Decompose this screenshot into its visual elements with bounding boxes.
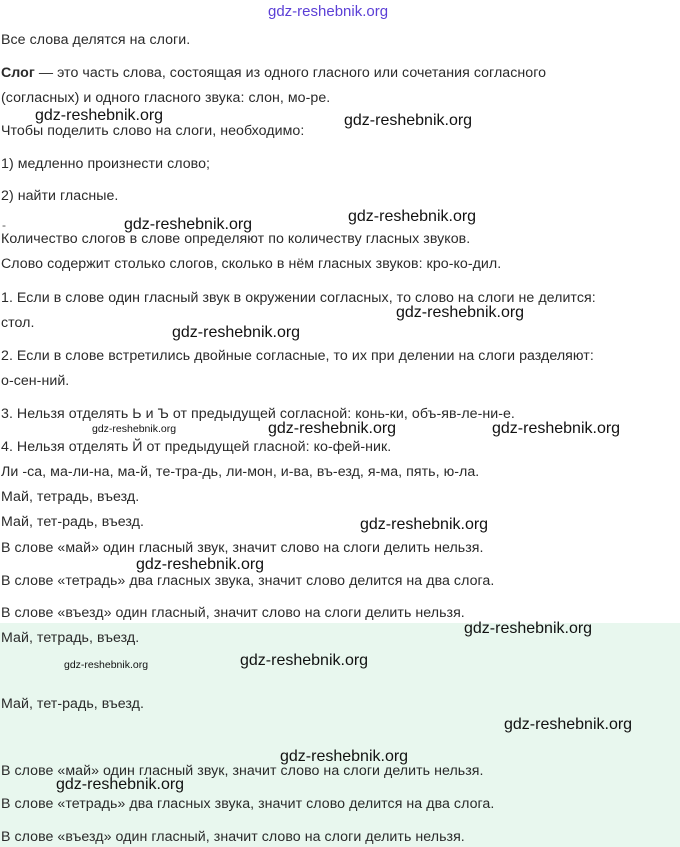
watermark: gdz-reshebnik.org xyxy=(240,652,369,669)
text-line: 2. Если в слове встретились двойные согласные, то их при делении на слоги разделяют: xyxy=(1,348,594,364)
answer-line: В слове «тетрадь» два гласных звука, значит слово делится на два слога. xyxy=(1,796,495,812)
watermark-small: gdz-reshebnik.org xyxy=(64,659,149,671)
text-line: Все слова делятся на слоги. xyxy=(1,32,191,48)
watermark: gdz-reshebnik.org xyxy=(56,776,185,793)
text-line: стол. xyxy=(1,315,35,331)
text-line: Количество слогов в слове определяют по количеству гласных звуков. xyxy=(1,231,471,247)
text-line: 4. Нельзя отделять Й от предыдущей гласной: ко-фей-ник. xyxy=(1,439,392,455)
text-line: Чтобы поделить слово на слоги, необходимо: xyxy=(1,123,305,139)
text-line: Ли -са, ма-ли-на, ма-й, те-тра-дь, ли-мон, и-ва, въ-езд, я-ма, пять, ю-ла. xyxy=(1,464,480,480)
text-line: В слове «въезд» один гласный, значит слово на слоги делить нельзя. xyxy=(1,605,465,621)
watermark: gdz-reshebnik.org xyxy=(504,716,633,733)
watermark: gdz-reshebnik.org xyxy=(136,556,265,573)
answer-line: В слове «въезд» один гласный, значит слово на слоги делить нельзя. xyxy=(1,829,465,845)
text-line: (согласных) и одного гласного звука: слон, мо-ре. xyxy=(1,90,331,106)
text-line: 1) медленно произнести слово; xyxy=(1,156,210,172)
watermark: gdz-reshebnik.org xyxy=(280,748,409,765)
text-line: В слове «май» один гласный звук, значит слово на слоги делить нельзя. xyxy=(1,540,484,556)
header-watermark: gdz-reshebnik.org xyxy=(268,3,389,20)
term-syllable: Слог xyxy=(1,65,35,81)
text-line: В слове «тетрадь» два гласных звука, значит слово делится на два слога. xyxy=(1,573,495,589)
text-line: 3. Нельзя отделять Ь и Ъ от предыдущей согласной: конь-ки, объ-яв-ле-ни-е. xyxy=(1,406,515,422)
watermark: gdz-reshebnik.org xyxy=(360,516,489,533)
watermark: gdz-reshebnik.org xyxy=(396,304,525,321)
text-line: 1. Если в слове один гласный звук в окружении согласных, то слово на слоги не делится: xyxy=(1,290,596,306)
text-line: Слово содержит столько слогов, сколько в нём гласных звуков: кро-ко-дил. xyxy=(1,256,502,272)
answer-line: В слове «май» один гласный звук, значит слово на слоги делить нельзя. xyxy=(1,763,484,779)
definition-line xyxy=(1,64,546,82)
definition-text: — это часть слова, состоящая из одного гласного или сочетания согласного xyxy=(34,65,547,81)
watermark: gdz-reshebnik.org xyxy=(344,112,473,129)
watermark: gdz-reshebnik.org xyxy=(492,420,621,437)
watermark: gdz-reshebnik.org xyxy=(124,216,253,233)
watermark: gdz-reshebnik.org xyxy=(172,324,301,341)
text-line: о-сен-ний. xyxy=(1,373,70,389)
watermark-small: gdz-reshebnik.org xyxy=(92,423,177,435)
watermark: gdz-reshebnik.org xyxy=(35,107,164,124)
watermark: gdz-reshebnik.org xyxy=(348,208,477,225)
watermark: gdz-reshebnik.org xyxy=(268,420,397,437)
answer-line: Май, тетрадь, въезд. xyxy=(1,630,140,646)
watermark: gdz-reshebnik.org xyxy=(464,620,593,637)
text-line: Май, тетрадь, въезд. xyxy=(1,489,140,505)
text-line: Май, тет-радь, въезд. xyxy=(1,514,144,530)
text-line: 2) найти гласные. xyxy=(1,188,119,204)
stray-dash: - xyxy=(2,218,6,232)
answer-line: Май, тет-радь, въезд. xyxy=(1,696,144,712)
